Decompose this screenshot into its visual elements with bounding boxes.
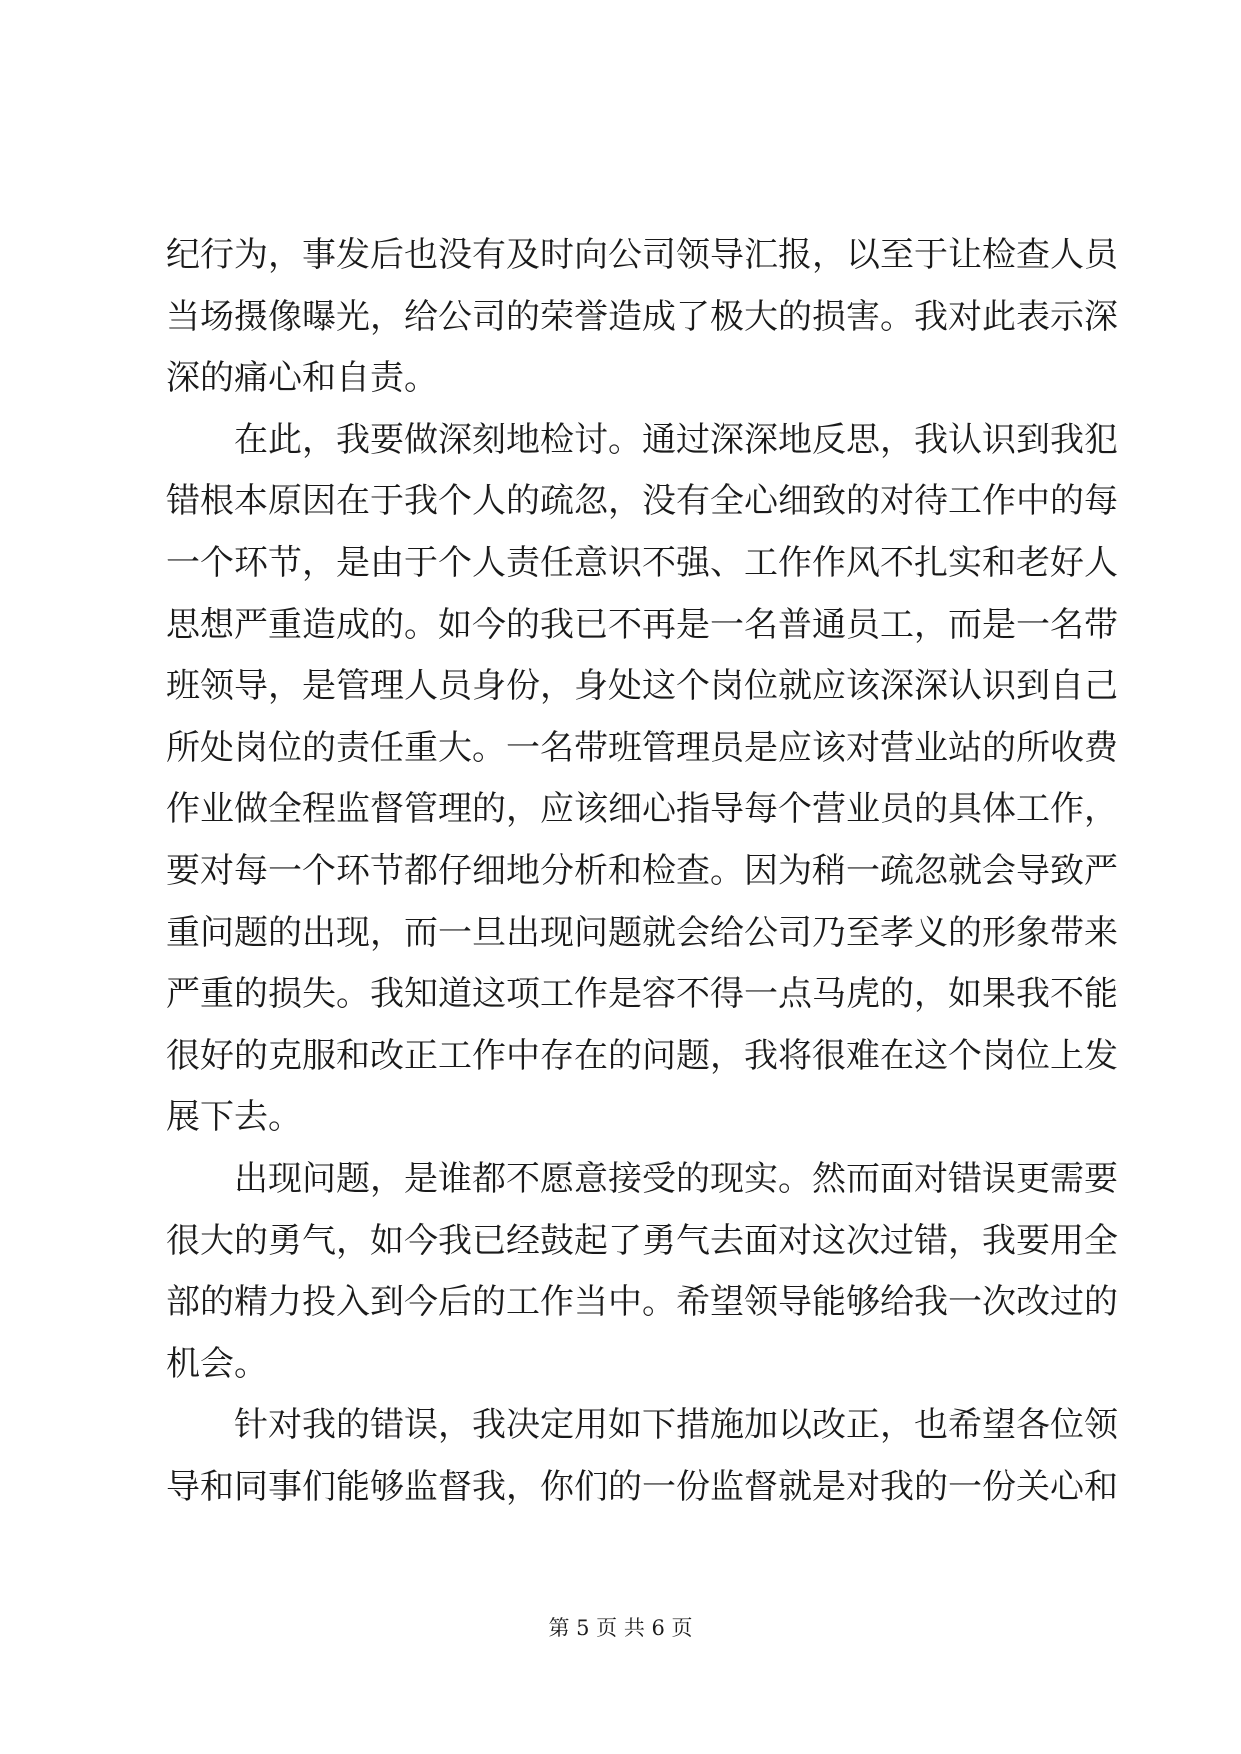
text-line: 作业做全程监督管理的，应该细心指导每个营业员的具体工作， <box>166 789 1118 830</box>
text-line: 展下去。 <box>166 1097 302 1138</box>
text-line: 要对每一个环节都仔细地分析和检查。因为稍一疏忽就会导致严 <box>166 850 1118 891</box>
document-body <box>166 225 1118 1518</box>
paragraph-first-line: 在此，我要做深刻地检讨。通过深深地反思，我认识到我犯 <box>234 419 1118 460</box>
text-line: 思想严重造成的。如今的我已不再是一名普通员工，而是一名带 <box>166 604 1118 645</box>
text-line: 很好的克服和改正工作中存在的问题，我将很难在这个岗位上发 <box>166 1035 1118 1076</box>
text-line: 当场摄像曝光，给公司的荣誉造成了极大的损害。我对此表示深 <box>166 296 1118 337</box>
text-line: 深的痛心和自责。 <box>166 358 438 399</box>
text-line: 所处岗位的责任重大。一名带班管理员是应该对营业站的所收费 <box>166 727 1118 768</box>
text-line: 纪行为，事发后也没有及时向公司领导汇报，以至于让检查人员 <box>166 235 1118 275</box>
text-line: 部的精力投入到今后的工作当中。希望领导能够给我一次改过的 <box>166 1282 1118 1323</box>
paragraph-first-line: 针对我的错误，我决定用如下措施加以改正，也希望各位领 <box>234 1405 1118 1446</box>
page-number-footer: 第 5 页 共 6 页 <box>548 1616 693 1640</box>
text-line: 错根本原因在于我个人的疏忽，没有全心细致的对待工作中的每 <box>166 481 1118 522</box>
text-line: 重问题的出现，而一旦出现问题就会给公司乃至孝义的形象带来 <box>166 912 1118 953</box>
text-line: 机会。 <box>166 1343 268 1384</box>
text-line: 很大的勇气，如今我已经鼓起了勇气去面对这次过错，我要用全 <box>166 1220 1118 1261</box>
text-line: 一个环节，是由于个人责任意识不强、工作作风不扎实和老好人 <box>166 542 1118 583</box>
text-line: 严重的损失。我知道这项工作是容不得一点马虎的，如果我不能 <box>166 974 1118 1015</box>
paragraph-first-line: 出现问题，是谁都不愿意接受的现实。然而面对错误更需要 <box>234 1158 1118 1199</box>
text-line: 导和同事们能够监督我，你们的一份监督就是对我的一份关心和 <box>166 1466 1118 1507</box>
text-line: 班领导，是管理人员身份，身处这个岗位就应该深深认识到自己 <box>166 666 1118 707</box>
